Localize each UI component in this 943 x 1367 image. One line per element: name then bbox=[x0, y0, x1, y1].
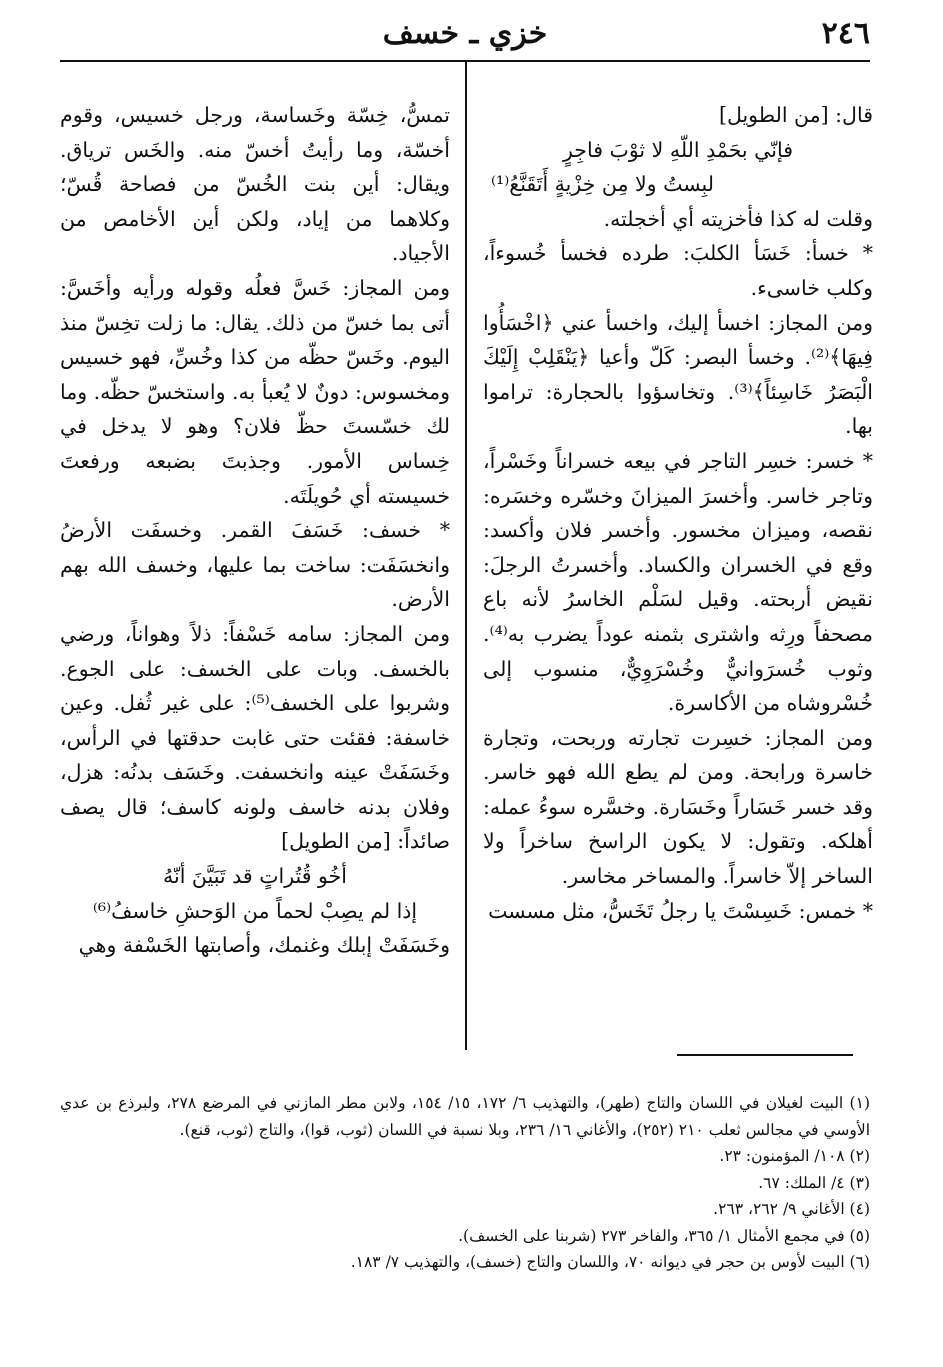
verse-intro: قال: [من الطويل] bbox=[718, 103, 873, 127]
footnote-4: (٤) الأغاني ٩/ ٢٦٢، ٢٦٣. bbox=[713, 1200, 870, 1218]
verse-line-3: أخُو قُتُراتٍ قد تَبَيَّنَ أنّهُ bbox=[163, 864, 347, 889]
entry-khasafa: * خسف: خَسَفَ القمر. وخسفَت الأرضُ وانخسَفَت: ساخت بما عليها، وخسف الله بهم الأرض. bbox=[60, 518, 450, 612]
verse-line-1: فإنّي بحَمْدِ اللّهِ لا ثوْبَ فاجِرٍ bbox=[562, 137, 793, 162]
page-number: ٢٤٦ bbox=[821, 16, 870, 51]
footnote-rule bbox=[677, 1054, 853, 1056]
paragraph-khass-cont: تمسُّ، خِسّة وخَساسة، ورجل خسيس، وقوم أخسّة، وما رأيتُ أخسّ منه. والخَس ترياق. ويقال: أين بنت الخُسّ من فصاحة قُسّ؛ وكلاهما من إياد، ولكن أين الأخامص من الأجياد. bbox=[60, 103, 450, 266]
paragraph: وخَسَفَتْ إبلك وغنمك، وأصابتها الخَسْفة وهي bbox=[78, 933, 450, 958]
left-column bbox=[60, 98, 450, 963]
entry-khasa: * خسأ: خَسَأ الكلبَ: طرده فخسأ خُسوءاً، وكلب خاسىء. bbox=[483, 241, 873, 300]
entry-khass: * خمس: خَسِسْتَ يا رجلُ تَخَسُّ، مثل مسست bbox=[488, 898, 873, 923]
column-divider bbox=[465, 62, 467, 1050]
page-title: خزي ـ خسف bbox=[382, 16, 548, 51]
paragraph-majaz-khasira: ومن المجاز: خسِرت تجارته وربحت، وتجارة خاسرة ورابحة. ومن لم يطع الله فهو خاسر. وقد خسر خَسَاراً وخَسَارة. وخسَّره سوءُ عمله: أهلكه. وتقول: لا يكون الراسخ ساخراً ولا الساخر إلاّ خاسراً. والمساخر مخاسر. bbox=[483, 725, 873, 889]
paragraph-majaz-khasafa: ومن المجاز: سامه خَسْفاً: ذلاً وهواناً، ورضي بالخسف. وبات على الخسف: على الجوع. وشربوا على الخسف⁽⁵⁾: على غير ثُفل. وعين خاسفة: فقئت حتى غابت حدقتها في الرأس، وخَسَفَتْ عينه وانخسفت. وخَسَف بدنُه: هزل، وفلان بدنه خاسف ولونه كاسف؛ قال يصف صائداً: [من الطويل] bbox=[60, 621, 450, 854]
paragraph: وقلت له كذا فأخزيته أي أخجلته. bbox=[603, 206, 873, 231]
right-column bbox=[483, 98, 873, 928]
footnote-1: (١) البيت لغيلان في اللسان والتاج (طهر)، والتهذيب ٦/ ١٧٢، ١٥/ ١٥٤، ولابن مطر المازني في المرضع ٢٧٨، ولبرذع بن عدي الأوسي في مجالس ثعلب ٢١٠ (٢٥٢)، والأغاني ١٦/ ٢٣٦، وبلا نسبة في اللسان (ثوب، قوا)، والتاج (ثوب، قنع). bbox=[60, 1094, 870, 1139]
verse-line-2: لبِستُ ولا مِن خِزْيةٍ أَتَقَنَّعُ⁽¹⁾ bbox=[491, 172, 714, 197]
footnotes bbox=[60, 1090, 870, 1276]
footnote-5: (٥) في مجمع الأمثال ١/ ٣٦٥، والفاخر ٢٧٣ (شربنا على الخسف). bbox=[458, 1226, 870, 1245]
footnote-3: (٣) ٤/ الملك: ٦٧. bbox=[758, 1173, 870, 1192]
footnote-6: (٦) البيت لأوس بن حجر في ديوانه ٧٠، واللسان والتاج (خسف)، والتهذيب ٧/ ١٨٣. bbox=[350, 1253, 870, 1271]
page-header bbox=[60, 12, 870, 56]
paragraph-majaz-khass: ومن المجاز: خَسَّ فعلُه وقوله ورأيه وأخَسَّ: أتى بما خسّ من ذلك. يقال: ما زلت تخِسّ منذ اليوم. وخَسّ حظّه من كذا وخُسِّ، فهو خسيس ومخسوس: دونٌ لا يُعبأ به. واستخسّ حظّه. وما لك خسّستَ حظّ فلان؟ وهو لا يدخل في خِساس الأمور. وجذبتَ بضبعه ورفعتَ خسيسته أي حُويلَتَه. bbox=[59, 275, 450, 508]
verse-line-4: إذا لم يصِبْ لحماً من الوَحشِ خاسفُ⁽⁶⁾ bbox=[92, 898, 418, 923]
footnote-2: (٢) ١٠٨/ المؤمنون: ٢٣. bbox=[719, 1147, 870, 1165]
paragraph-majaz-khasa: ومن المجاز: اخسأ إليك، واخسأ عني ﴿اخْسَأُوا فِيهَا﴾⁽²⁾. وخسأ البصر: كَلّ وأعيا ﴿يَنْقَلِبْ إِلَيْكَ الْبَصَرُ خَاسِئاً﴾⁽³⁾. وتخاسؤوا بالحجارة: تراموا بها. bbox=[483, 310, 874, 439]
entry-khasira: * خسر: خسِر التاجر في بيعه خسراناً وخَسْراً، وتاجر خاسر. وأخسرَ الميزانَ وخسّره وخسَره: نقصه، وميزان مخسور. وأخسر فلان وأكسد: وقع في الخسران والكساد. وأخسرتُ الرجلَ: نقيض أربحته. وقيل لسَلْم الخاسرُ لأنه باع مصحفاً ورِثه واشترى بثمنه عوداً يضرب به⁽⁴⁾. وثوب خُسرَوانيٌّ وخُسْرَوِيٌّ، منسوب إلى خُسْروشاه من الأكاسرة. bbox=[483, 448, 873, 716]
